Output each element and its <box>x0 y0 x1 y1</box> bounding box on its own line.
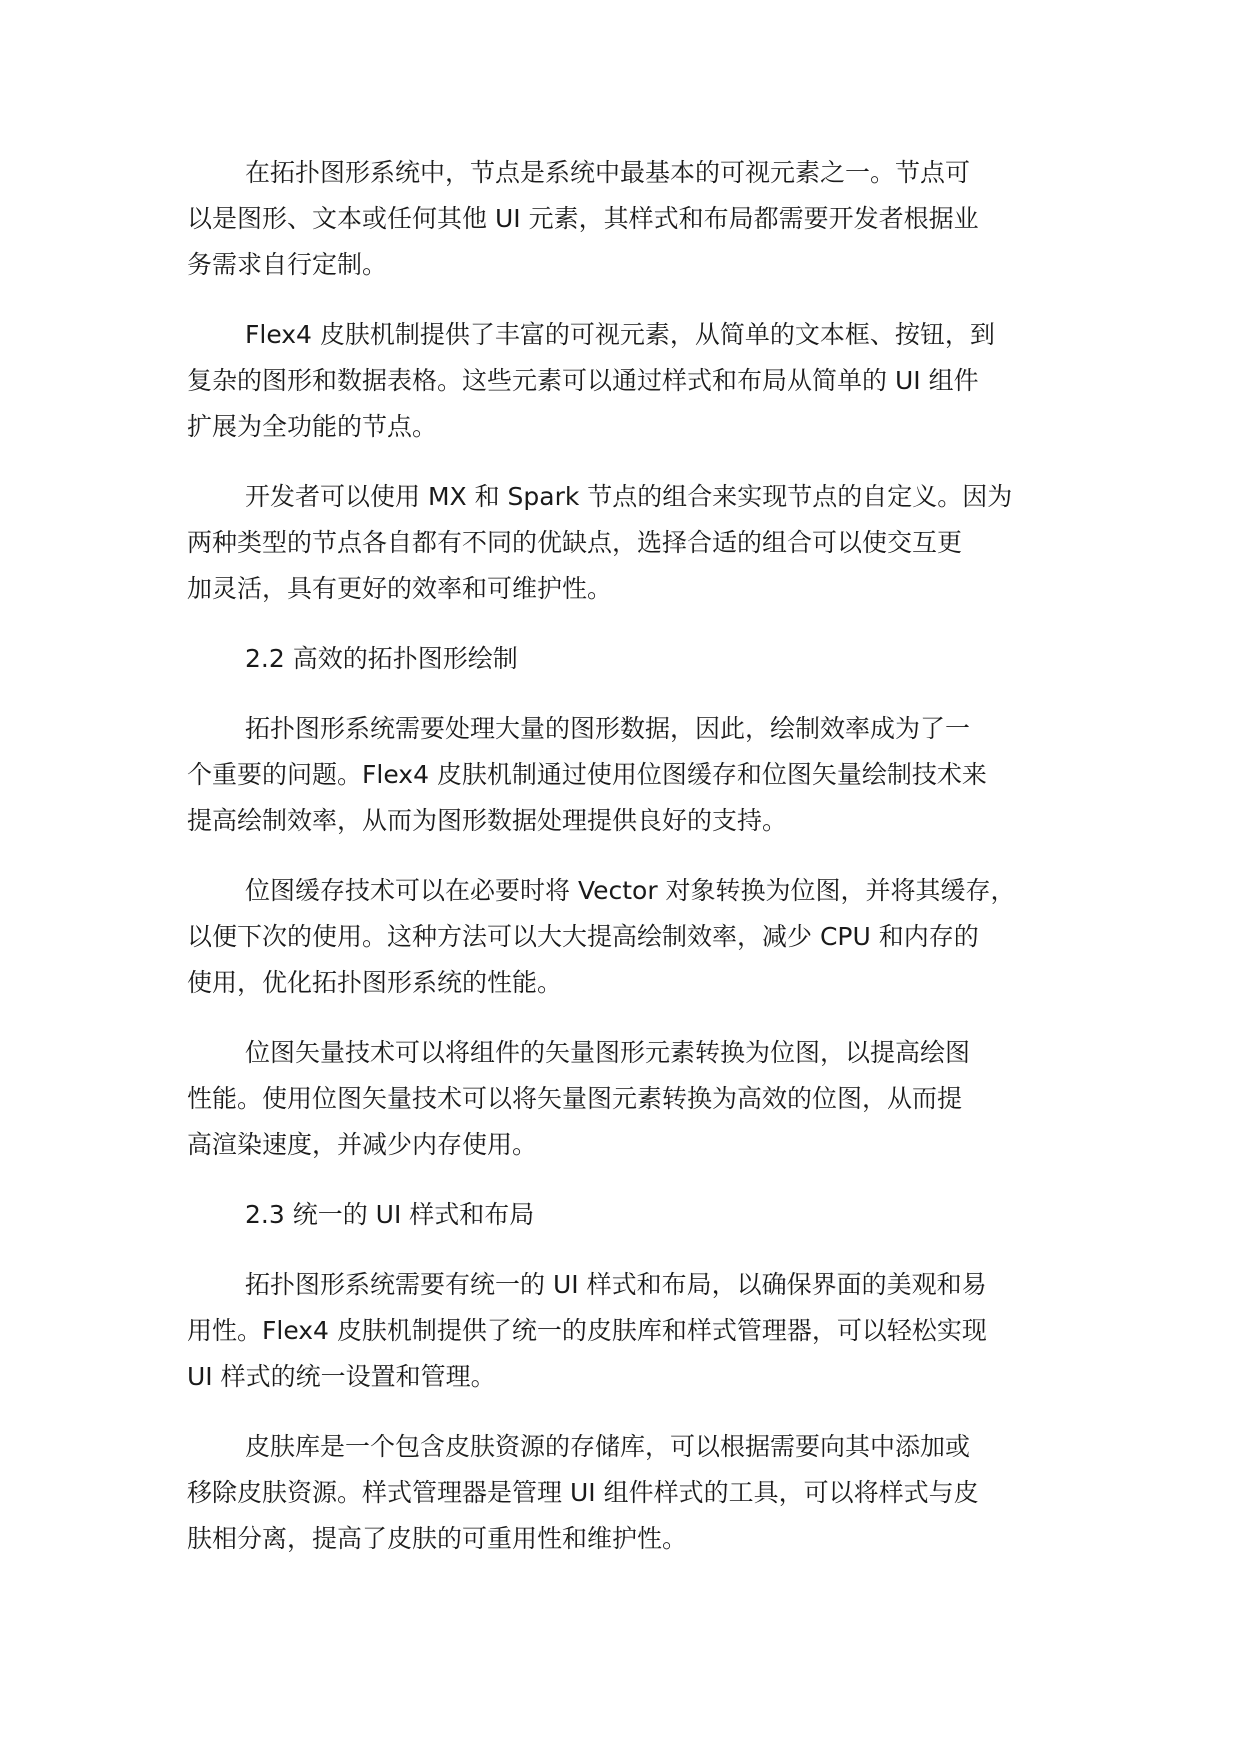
paragraph-bitmap-vector <box>187 1030 1047 1168</box>
paragraph-line: 以是图形、文本或任何其他 UI 元素，其样式和布局都需要开发者根据业 <box>187 204 979 233</box>
paragraph-skin-library <box>187 1424 1047 1562</box>
paragraph-line: 拓扑图形系统需要处理大量的图形数据，因此，绘制效率成为了一 <box>245 714 971 743</box>
paragraph-unified-ui <box>187 1262 1047 1400</box>
section-heading-text: 2.2 高效的拓扑图形绘制 <box>245 644 518 673</box>
section-heading-2-2 <box>187 636 1047 682</box>
paragraph-bitmap-cache <box>187 868 1047 1006</box>
paragraph-line: 用性。Flex4 皮肤机制提供了统一的皮肤库和样式管理器，可以轻松实现 <box>187 1316 987 1345</box>
paragraph-line: Flex4 皮肤机制提供了丰富的可视元素，从简单的文本框、按钮，到 <box>245 320 995 349</box>
paragraph-line: 复杂的图形和数据表格。这些元素可以通过样式和布局从简单的 UI 组件 <box>187 366 979 395</box>
paragraph-line: 提高绘制效率，从而为图形数据处理提供良好的支持。 <box>187 806 788 835</box>
document-body <box>187 150 1047 1586</box>
paragraph-line: 在拓扑图形系统中，节点是系统中最基本的可视元素之一。节点可 <box>245 158 971 187</box>
section-heading-text: 2.3 统一的 UI 样式和布局 <box>245 1200 535 1229</box>
paragraph-line: 务需求自行定制。 <box>187 250 388 279</box>
paragraph-line: 移除皮肤资源。样式管理器是管理 UI 组件样式的工具，可以将样式与皮 <box>187 1478 979 1507</box>
paragraph-line: 加灵活，具有更好的效率和可维护性。 <box>187 574 613 603</box>
paragraph-line: 位图矢量技术可以将组件的矢量图形元素转换为位图，以提高绘图 <box>245 1038 971 1067</box>
paragraph-line: 扩展为全功能的节点。 <box>187 412 438 441</box>
paragraph-draw-efficiency <box>187 706 1047 844</box>
paragraph-line: 高渲染速度，并减少内存使用。 <box>187 1130 538 1159</box>
paragraph-line: 以便下次的使用。这种方法可以大大提高绘制效率，减少 CPU 和内存的 <box>187 922 979 951</box>
paragraph-line: 两种类型的节点各自都有不同的优缺点，选择合适的组合可以使交互更 <box>187 528 963 557</box>
paragraph-line: 拓扑图形系统需要有统一的 UI 样式和布局，以确保界面的美观和易 <box>245 1270 987 1299</box>
paragraph-line: 个重要的问题。Flex4 皮肤机制通过使用位图缓存和位图矢量绘制技术来 <box>187 760 987 789</box>
paragraph-line: 开发者可以使用 MX 和 Spark 节点的组合来实现节点的自定义。因为 <box>245 482 1013 511</box>
section-heading-2-3 <box>187 1192 1047 1238</box>
paragraph-line: 皮肤库是一个包含皮肤资源的存储库，可以根据需要向其中添加或 <box>245 1432 971 1461</box>
paragraph-line: 性能。使用位图矢量技术可以将矢量图元素转换为高效的位图，从而提 <box>187 1084 963 1113</box>
paragraph-line: 位图缓存技术可以在必要时将 Vector 对象转换为位图，并将其缓存， <box>245 876 1016 905</box>
paragraph-line: UI 样式的统一设置和管理。 <box>187 1362 496 1391</box>
paragraph-line: 使用，优化拓扑图形系统的性能。 <box>187 968 563 997</box>
paragraph-flex4-elements <box>187 312 1047 450</box>
paragraph-node-intro <box>187 150 1047 288</box>
paragraph-mx-spark <box>187 474 1047 612</box>
paragraph-line: 肤相分离，提高了皮肤的可重用性和维护性。 <box>187 1524 688 1553</box>
